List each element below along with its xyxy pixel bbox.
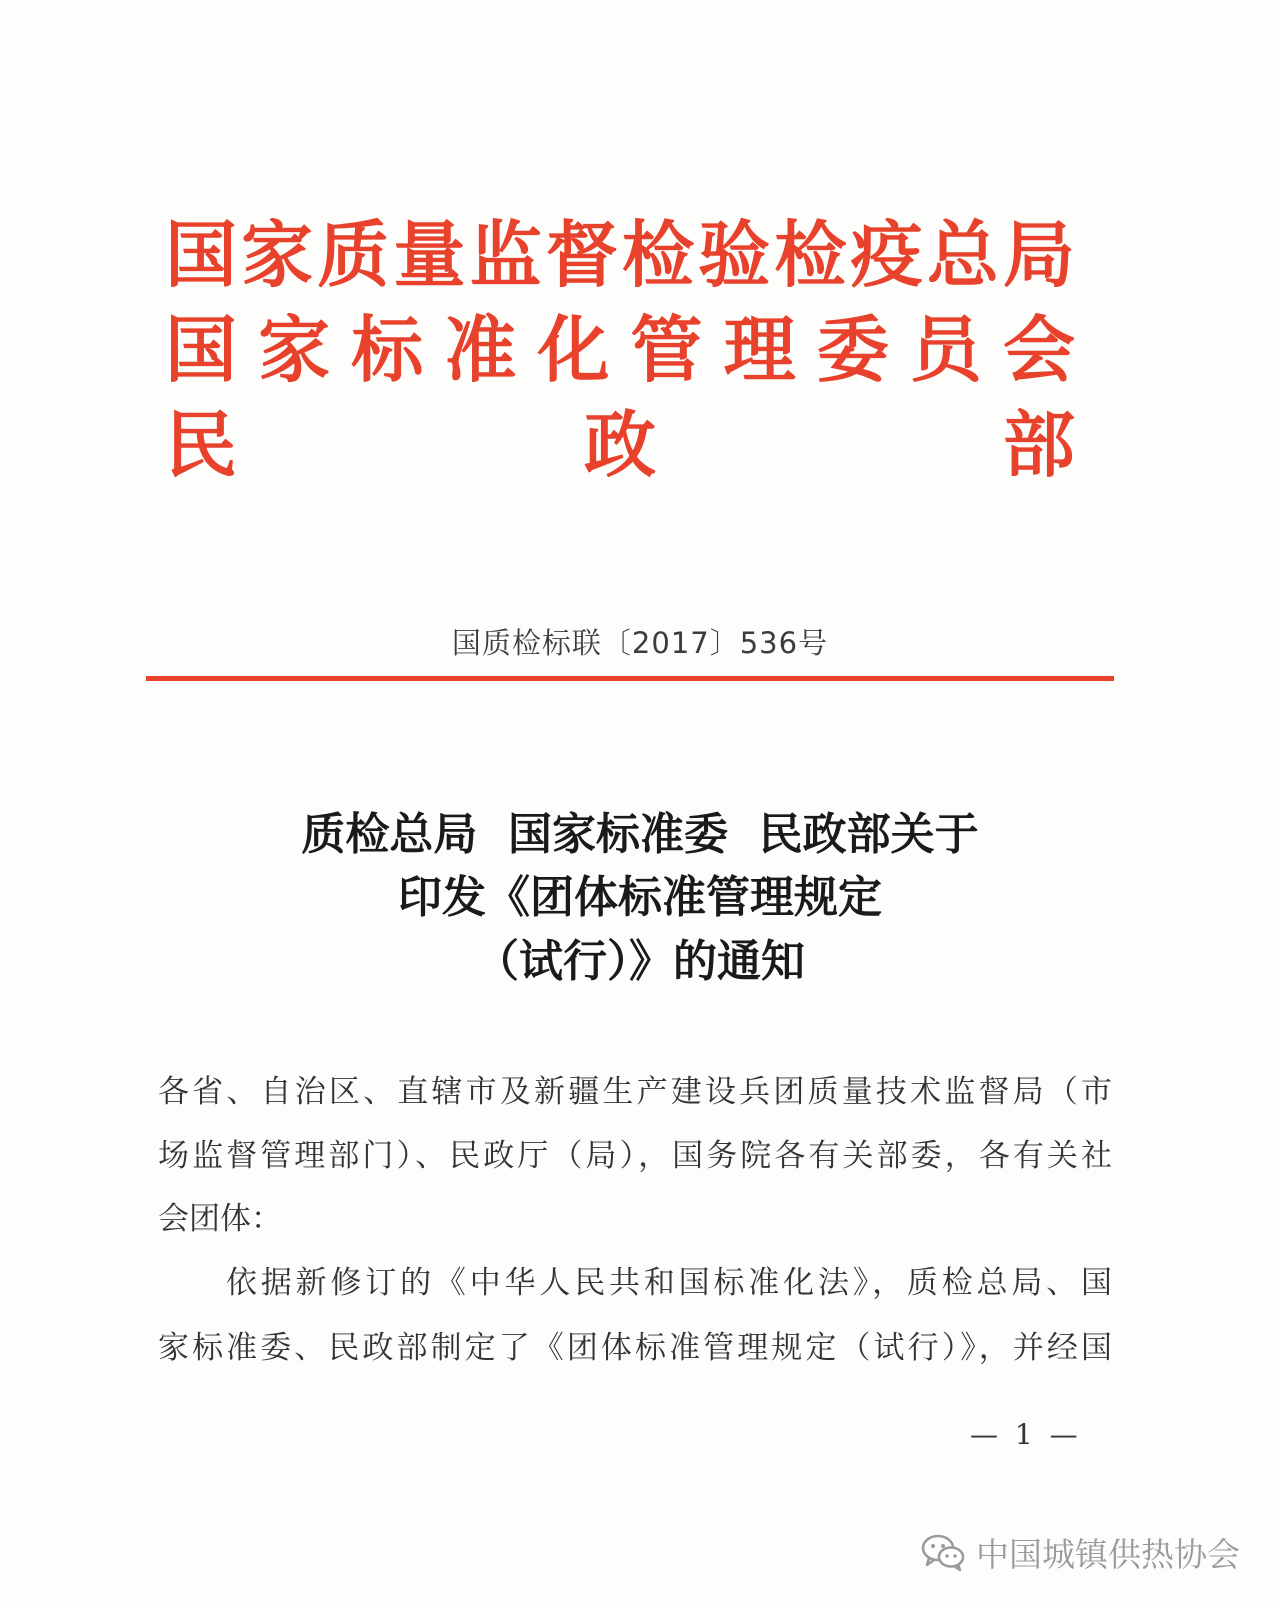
- body-line-2: 场监督管理部门）、民政厅（局），国务院各有关部委，各有关社: [158, 1138, 1112, 1174]
- title-line-1: 质检总局 国家标准委 民政部关于: [301, 809, 979, 860]
- wechat-icon: [920, 1532, 966, 1572]
- wechat-watermark: [920, 1530, 1240, 1574]
- body-line-5: 家标准委、民政部制定了《团体标准管理规定（试行）》，并经国: [158, 1330, 1112, 1366]
- org-char: 政: [583, 402, 656, 487]
- document-number: 国质检标联〔2017〕536号: [451, 626, 829, 660]
- org-char: 民: [165, 402, 238, 487]
- org-char: 标: [351, 307, 424, 392]
- org-char: 国: [165, 307, 238, 392]
- org-char: 部: [1002, 402, 1075, 487]
- title-line-2: 印发《团体标准管理规定: [398, 872, 882, 923]
- org-char: 监: [469, 212, 542, 297]
- org-char: 量: [393, 212, 466, 297]
- page-number: — 1 —: [970, 1418, 1082, 1451]
- org-char: 准: [444, 307, 517, 392]
- org-char: 局: [1002, 212, 1075, 297]
- body-line-3: 会团体：: [158, 1201, 282, 1237]
- org-char: 会: [1002, 307, 1075, 392]
- org-char: 家: [258, 307, 331, 392]
- body-line-1: 各省、自治区、直辖市及新疆生产建设兵团质量技术监督局（市: [158, 1074, 1112, 1110]
- org-char: 化: [537, 307, 610, 392]
- org-char: 国: [165, 212, 238, 297]
- watermark-text: 中国城镇供热协会: [976, 1534, 1240, 1574]
- org-char: 质: [317, 212, 390, 297]
- org-char: 检: [622, 212, 695, 297]
- org-char: 检: [774, 212, 847, 297]
- org-char: 督: [545, 212, 618, 297]
- org-char: 总: [926, 212, 999, 297]
- org-char: 管: [630, 307, 703, 392]
- red-separator-rule: [146, 676, 1114, 681]
- org-char: 理: [723, 307, 796, 392]
- title-line-3: （试行）》的通知: [475, 936, 805, 987]
- org-char: 疫: [850, 212, 923, 297]
- issuing-org-line-3: [165, 403, 1075, 487]
- body-line-4: 依据新修订的《中华人民共和国标准化法》，质检总局、国: [226, 1265, 1112, 1301]
- issuing-org-line-1: [165, 213, 1075, 297]
- org-char: 验: [698, 212, 771, 297]
- org-char: 员: [909, 307, 982, 392]
- org-char: 委: [816, 307, 889, 392]
- org-char: 家: [241, 212, 314, 297]
- issuing-org-line-2: [165, 308, 1075, 392]
